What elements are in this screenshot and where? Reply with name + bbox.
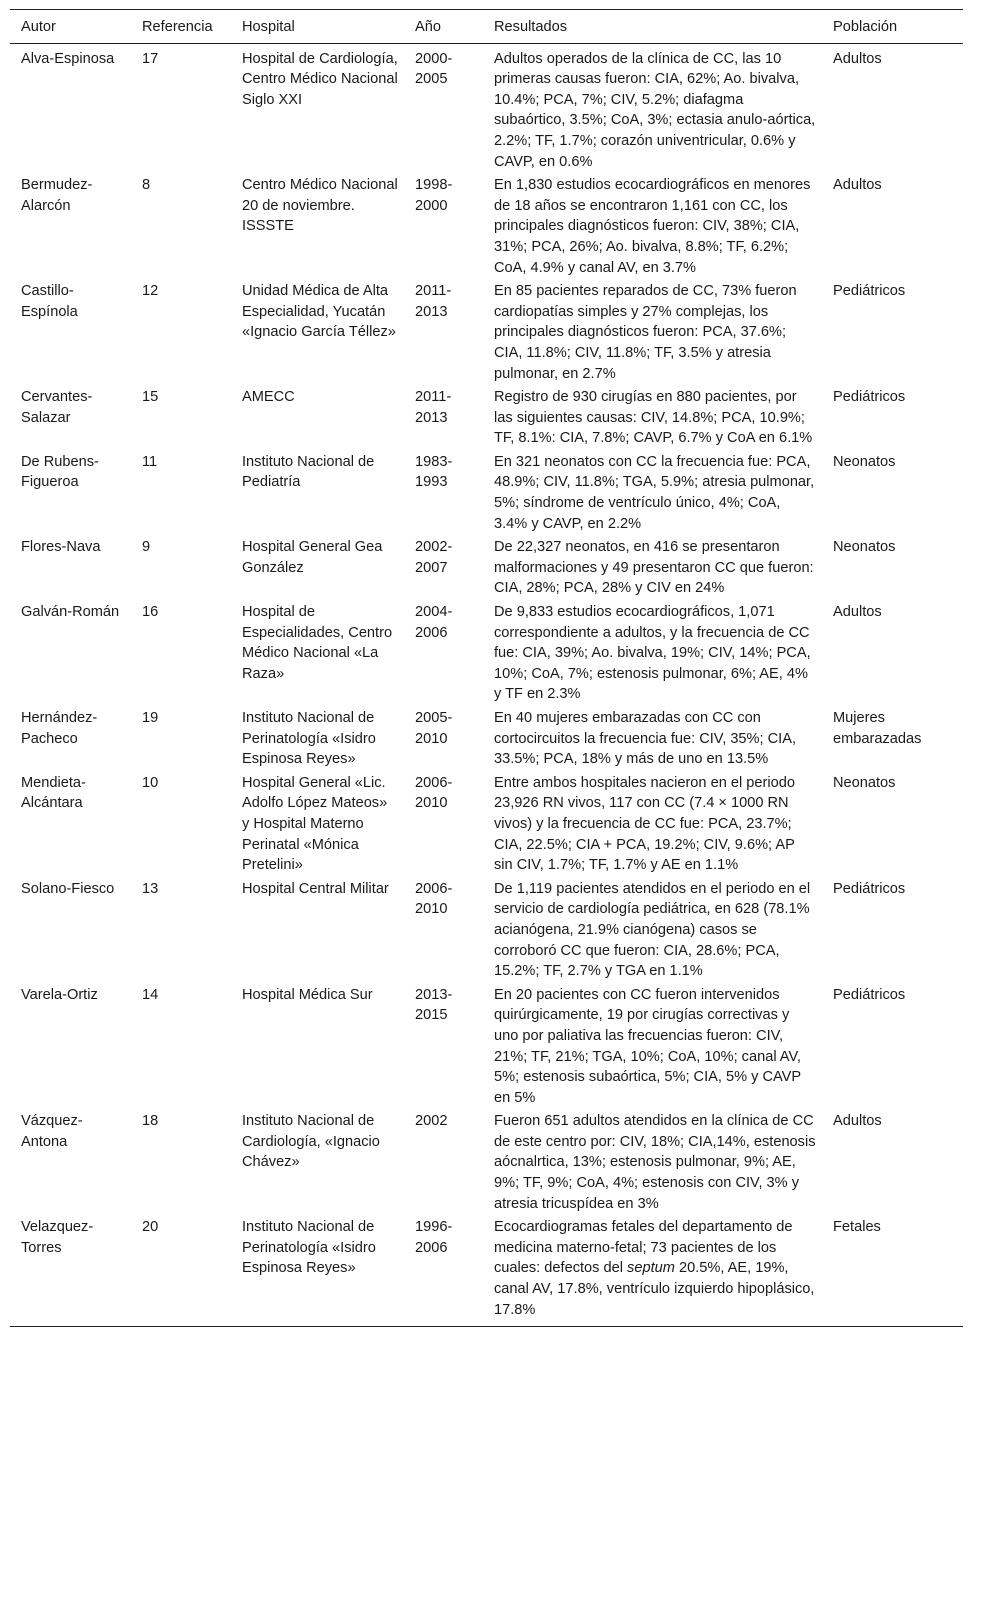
cell-anio: 2013-2015 (415, 986, 453, 1024)
cell-hospital: Unidad Médica de Alta Especialidad, Yucatán «Ignacio García Téllez» (242, 283, 396, 341)
cell-referencia: 18 (142, 1113, 159, 1130)
cell-autor: Cervantes-Salazar (21, 389, 93, 426)
cell-hospital: Hospital General «Lic. Adolfo López Mateos» y Hospital Materno Perinatal «Mónica Pretelini» (242, 774, 388, 874)
cell-anio: 1998-2000 (415, 177, 453, 214)
data-table (10, 9, 963, 1327)
cell-poblacion: Neonatos (833, 539, 896, 556)
cell-anio: 2006-2010 (415, 880, 453, 918)
cell-hospital: Hospital Médica Sur (242, 986, 373, 1003)
cell-hospital: Instituto Nacional de Perinatología «Isidro Espinosa Reyes» (231, 1216, 404, 1326)
cell-autor: Mendieta-Alcántara (21, 774, 86, 812)
table-row (10, 601, 963, 707)
cell-resultados: De 1,119 pacientes atendidos en el periodo en el servicio de cardiología pediátrica, en 628 (78.1% acianógena, 21.9% cianógena) casos se corroboró CC que fueron: CIA, 28.6%; PCA, 15.2%; TF, 2.7% y TGA en 1.1% (494, 880, 811, 980)
header-resultados: Resultados (483, 10, 822, 44)
cell-poblacion: Pediátricos (833, 389, 906, 406)
cell-poblacion: Adultos (833, 1113, 882, 1130)
cell-resultados: En 1,830 estudios ecocardiográficos en menores de 18 años se encontraron 1,161 con CC, los principales diagnósticos fueron: CIV, 38%; CIA, 31%; PCA, 26%; Ao. bivalva, 8.8%; TF, 6.2%; CoA, 4.9% y canal AV, en 3.7% (494, 177, 811, 276)
cell-anio: 2002-2007 (415, 539, 453, 576)
header-anio: Año (404, 10, 483, 44)
cell-poblacion: Adultos (833, 50, 882, 67)
cell-referencia: 19 (142, 710, 159, 726)
cell-hospital: Instituto Nacional de Cardiología, «Ignacio Chávez» (242, 1113, 380, 1171)
cell-hospital: Centro Médico Nacional 20 de noviembre. ISSSTE (242, 177, 398, 235)
table-row (10, 386, 963, 451)
table-container (10, 9, 963, 1327)
table-row (10, 451, 963, 536)
cell-poblacion: Pediátricos (833, 283, 906, 300)
cell-autor: Velazquez-Torres (10, 1216, 131, 1326)
table-header-row (10, 10, 963, 44)
cell-referencia: 17 (142, 50, 159, 67)
cell-resultados: En 85 pacientes reparados de CC, 73% fueron cardiopatías simples y 27% complejas, los principales diagnósticos fueron: PCA, 37.6%; CIA, 11.8%; CIV, 11.8%; TF, 3.5% y atresia pulmonar, en 2.7% (494, 283, 797, 382)
header-autor: Autor (10, 10, 131, 44)
table-row (10, 280, 963, 386)
cell-autor: Galván-Román (21, 604, 120, 621)
cell-anio: 1983-1993 (415, 453, 453, 491)
cell-referencia: 10 (142, 774, 159, 791)
cell-autor: Varela-Ortiz (21, 986, 98, 1003)
resultados-text: 20.5%, AE, 19%, canal AV, 17.8%, ventrículo izquierdo hipoplásico, 17.8% (494, 1260, 815, 1318)
cell-hospital: Instituto Nacional de Perinatología «Isidro Espinosa Reyes» (242, 710, 376, 768)
cell-resultados: Fueron 651 adultos atendidos en la clínica de CC de este centro por: CIV, 18%; CIA,14%, estenosis aócnalrtica, 13%; estenosis pulmonar, 9%; AE, 9%; TF, 9%; CoA, 4%; estenosis con CIV, 3% y atresia tricuspídea en 3% (494, 1113, 816, 1212)
cell-poblacion: Pediátricos (833, 986, 906, 1003)
cell-hospital: AMECC (242, 389, 295, 406)
cell-referencia: 11 (142, 453, 158, 470)
cell-resultados: Entre ambos hospitales nacieron en el periodo 23,926 RN vivos, 117 con CC (7.4 × 1000 RN vivos) y la frecuencia de CC fue: PCA, 23.7%; CIA, 22.5%; CIA + PCA, 19.2%; CIV, 9.6%; AP sin CIV, 1.7%; TF, 1.7% y AE en 1.1% (494, 774, 795, 874)
cell-poblacion: Adultos (833, 604, 882, 621)
cell-autor: Solano-Fiesco (21, 880, 115, 897)
cell-referencia: 16 (142, 604, 159, 621)
cell-hospital: Instituto Nacional de Pediatría (242, 453, 375, 491)
cell-autor: Vázquez-Antona (21, 1113, 83, 1150)
cell-poblacion: Adultos (833, 177, 882, 194)
cell-autor: Castillo-Espínola (21, 283, 78, 320)
cell-hospital: Hospital General Gea González (242, 539, 383, 576)
cell-anio: 2006-2010 (415, 774, 453, 812)
cell-resultados: Adultos operados de la clínica de CC, las 10 primeras causas fueron: CIA, 62%; Ao. bivalva, 10.4%; PCA, 7%; CIV, 5.2%; diafagma subaórtico, 3.5%; CoA, 3%; ectasia anulo-aórtica, 2.2%; TF, 1.7%; corazón univentricular, 0.6% y CAVP, en 0.6% (494, 50, 816, 170)
cell-autor: Bermudez-Alarcón (21, 177, 93, 214)
cell-resultados: En 40 mujeres embarazadas con CC con cortocircuitos la frecuencia fue: CIV, 35%; CIA, 33.5%; PCA, 18% y más de uno en 13.5% (494, 710, 797, 768)
cell-resultados: Registro de 930 cirugías en 880 pacientes, por las siguientes causas: CIV, 14.8%; PCA, 10.9%; TF, 8.1%: CIA, 7.8%; CAVP, 6.7% y CoA en 6.1% (494, 389, 813, 447)
cell-referencia: 20 (131, 1216, 231, 1326)
resultados-text: Ecocardiogramas fetales del departamento de medicina materno-fetal; 73 pacientes de los cuales: defectos del (494, 1219, 793, 1277)
cell-poblacion: Fetales (822, 1216, 963, 1326)
cell-resultados (483, 1216, 822, 1326)
table-row (10, 878, 963, 984)
cell-poblacion: Neonatos (833, 453, 896, 470)
cell-anio: 1996-2006 (404, 1216, 483, 1326)
cell-anio: 2011-2013 (415, 389, 452, 426)
cell-resultados: En 20 pacientes con CC fueron intervenidos quirúrgicamente, 19 por cirugías correctivas y uno por paliativa las frecuencias fueron: CIV, 21%; TF, 21%; TGA, 10%; CoA, 10%; canal AV, 5%; estenosis subaórtica, 5%; CIA, 5% y CAVP en 5% (494, 986, 801, 1106)
table-row (10, 536, 963, 601)
cell-hospital: Hospital de Especialidades, Centro Médico Nacional «La Raza» (242, 604, 393, 682)
table-row (10, 1216, 963, 1326)
cell-resultados: De 22,327 neonatos, en 416 se presentaron malformaciones y 49 presentaron CC que fueron: CIA, 28%; PCA, 28% y CIV en 24% (494, 539, 814, 597)
cell-referencia: 14 (142, 986, 159, 1003)
cell-anio: 2011-2013 (415, 283, 452, 320)
cell-anio: 2004-2006 (415, 604, 453, 641)
cell-referencia: 13 (142, 880, 159, 897)
table-row (10, 984, 963, 1111)
cell-poblacion: Mujeres embarazadas (833, 710, 922, 747)
cell-autor: Alva-Espinosa (21, 50, 115, 67)
cell-autor: Flores-Nava (21, 539, 101, 556)
cell-poblacion: Neonatos (833, 774, 896, 791)
resultados-italic: septum (627, 1260, 675, 1277)
cell-autor: Hernández-Pacheco (21, 710, 98, 747)
cell-referencia: 12 (142, 283, 159, 300)
header-poblacion: Población (822, 10, 963, 44)
cell-hospital: Hospital Central Militar (242, 880, 389, 897)
table-row (10, 174, 963, 280)
header-referencia: Referencia (131, 10, 231, 44)
cell-autor: De Rubens-Figueroa (21, 453, 99, 491)
cell-anio: 2002 (415, 1113, 448, 1130)
table-row (10, 43, 963, 174)
cell-hospital: Hospital de Cardiología, Centro Médico Nacional Siglo XXI (242, 50, 398, 108)
cell-poblacion: Pediátricos (833, 880, 906, 897)
table-row (10, 707, 963, 772)
cell-anio: 2005-2010 (415, 710, 453, 747)
cell-anio: 2000-2005 (415, 50, 453, 88)
table-row (10, 1110, 963, 1216)
cell-referencia: 9 (142, 539, 151, 556)
header-hospital: Hospital (231, 10, 404, 44)
cell-resultados: En 321 neonatos con CC la frecuencia fue: PCA, 48.9%; CIV, 11.8%; TGA, 5.9%; atresia pulmonar, 5%; síndrome de ventrículo único, 4%; CoA, 3.4% y CAVP, en 2.2% (494, 453, 815, 532)
cell-referencia: 15 (142, 389, 159, 406)
cell-referencia: 8 (142, 177, 151, 194)
table-row (10, 772, 963, 878)
cell-resultados: De 9,833 estudios ecocardiográficos, 1,071 correspondiente a adultos, y la frecuencia de CC fue: CIA, 39%; Ao. bivalva, 19%; CIV, 14%; PCA, 10%; CoA, 7%; estenosis pulmonar, 6%; AE, 4% y TF en 2.3% (494, 604, 811, 703)
